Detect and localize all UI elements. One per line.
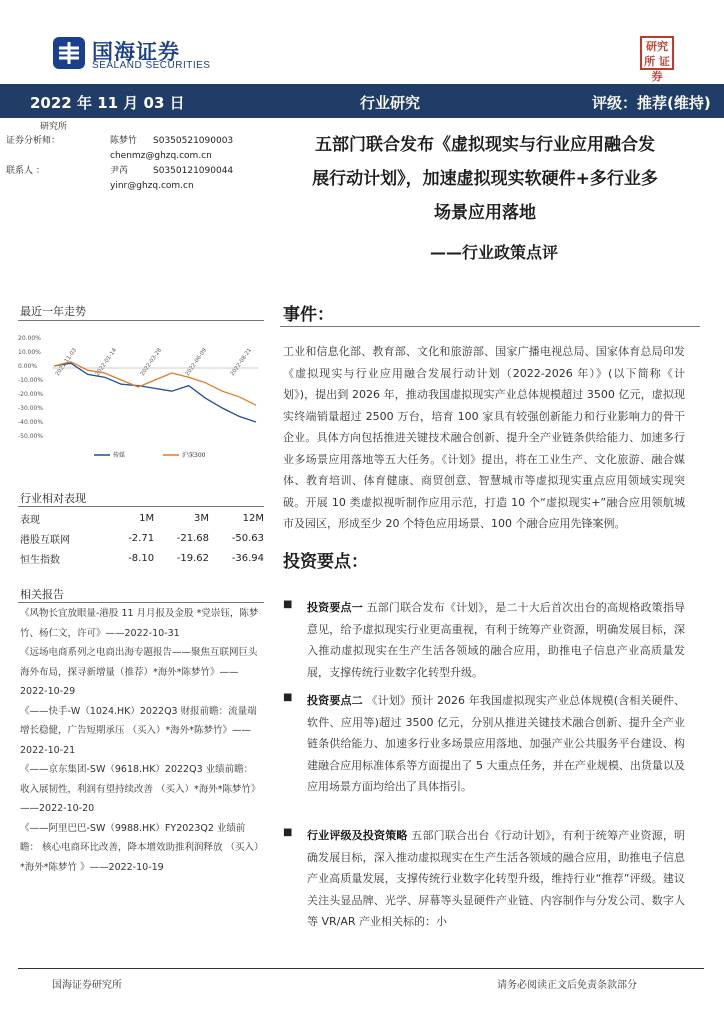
- y-tick: 10.00%: [18, 349, 41, 356]
- y-tick: -40.00%: [18, 419, 44, 426]
- contact-id: S0350121090044: [153, 166, 234, 176]
- table-cell: 恒生指数: [20, 554, 60, 566]
- point-text: [307, 597, 685, 683]
- contact-label: 联系人 ：: [6, 166, 45, 176]
- series-line-沪深300: [54, 362, 256, 405]
- x-tick: 2022-08-21: [229, 347, 253, 378]
- performance-table: [20, 508, 264, 568]
- y-axis-ticks: [18, 335, 43, 440]
- analyst-name: 陈梦竹: [110, 136, 138, 146]
- trend-heading: 最近一年走势: [20, 305, 86, 318]
- footer-left: 国海证券研究所: [52, 980, 122, 991]
- table-row: [20, 528, 264, 548]
- y-tick: -50.00%: [18, 433, 44, 440]
- y-tick: 20.00%: [18, 335, 41, 342]
- y-tick: -30.00%: [18, 405, 44, 412]
- related-report-item[interactable]: 《风物长宜放眼量-港股 11 月月报及金股 *党崇钰，陈梦竹、杨仁文，许可》——2022-10-31: [20, 608, 259, 639]
- brand-name-en: SEALAND SECURITIES: [92, 60, 211, 71]
- event-heading: 事件：: [283, 305, 334, 325]
- point-item: [283, 690, 685, 798]
- point-label: 投资要点一: [307, 601, 363, 614]
- legend-item: 沪深300: [182, 452, 206, 459]
- point-text: [307, 690, 685, 798]
- y-tick: -10.00%: [18, 377, 44, 384]
- title-line-1: 五部门联合发布《虚拟现实与行业应用融合发: [315, 135, 655, 155]
- report-rating: 评级：推荐(维持): [592, 94, 711, 112]
- analyst-id: S0350521090003: [153, 136, 234, 146]
- trend-chart: [18, 324, 264, 464]
- divider: [280, 326, 700, 327]
- x-tick: 2022-01-14: [94, 347, 118, 378]
- table-cell: -8.10: [128, 552, 155, 564]
- table-cell: -19.62: [176, 552, 210, 564]
- footer-divider: [18, 968, 704, 969]
- point-body: 五部门联合出台《行动计划》，有利于统筹产业资源，明确发展目标，深入推动虚拟现实在生产生活各领域的融合应用，助推电子信息产业高质量发展，支撑传统行业数字化转型升级，维持行业“推荐”评级。建议关注头显品牌、光学、屏幕等头显硬件产业链、内容制作与分发公司、数字人等 VR/AR 产业相关标的：小: [307, 829, 686, 928]
- footer-right: 请务必阅读正文后免责条款部分: [497, 980, 637, 991]
- point-label: 投资要点二: [307, 694, 363, 707]
- related-report-item[interactable]: 《——快手-W（1024.HK）2022Q3 财报前瞻：流量端增长稳健，广告短期承压 （买入）*海外*陈梦竹》——2022-10-21: [20, 705, 257, 756]
- research-seal-icon: 研究所 证券: [640, 36, 674, 70]
- legend-item: 传媒: [113, 452, 126, 459]
- logo-mark-icon: [52, 36, 86, 70]
- divider: [18, 506, 264, 507]
- point-text: [307, 825, 685, 933]
- y-tick: -20.00%: [18, 391, 44, 398]
- table-cell: -36.94: [231, 552, 264, 564]
- related-reports-list: [20, 604, 264, 877]
- report-date: 2022 年 11 月 03 日: [30, 94, 185, 112]
- divider: [18, 320, 264, 321]
- title-line-2: 展行动计划》，加速虚拟现实软硬件+多行业多: [312, 169, 658, 189]
- table-header: 1M: [139, 512, 155, 524]
- contact-email[interactable]: yinr@ghzq.com.cn: [110, 181, 194, 191]
- related-heading: 相关报告: [20, 588, 64, 601]
- brand-logo: [52, 36, 252, 76]
- related-report-item[interactable]: 《——京东集团-SW（9618.HK）2022Q3 业绩前瞻： 收入展韧性，利润有望持续改善 （买入）*海外*陈梦竹》——2022-10-20: [20, 764, 261, 814]
- related-report-item[interactable]: 《——阿里巴巴-SW（9988.HK）FY2023Q2 业绩前瞻： 核心电商环比改善，降本增效助推利润释放 （买入）*海外*陈梦竹 》——2022-10-19: [20, 822, 264, 873]
- section-label: 研究所: [40, 122, 68, 132]
- square-bullet-icon: ■: [283, 827, 293, 838]
- chart-series: [54, 362, 256, 422]
- table-header: 表现: [20, 514, 40, 526]
- x-tick: 2021-11-03: [54, 347, 78, 378]
- analyst-email[interactable]: chenmz@ghzq.com.cn: [110, 151, 212, 161]
- point-item: [283, 597, 685, 683]
- title-line-3: 场景应用落地: [434, 203, 536, 223]
- table-cell: 港股互联网: [20, 534, 70, 546]
- chart-legend: [94, 451, 206, 459]
- brand-name-cn: 国海证券: [92, 40, 180, 64]
- performance-heading: 行业相对表现: [20, 492, 86, 505]
- analyst-label: 证券分析师：: [6, 136, 61, 146]
- point-item: [283, 825, 685, 933]
- square-bullet-icon: ■: [283, 599, 293, 610]
- table-cell: -50.63: [231, 532, 264, 544]
- report-type: 行业研究: [360, 94, 421, 112]
- points-heading: 投资要点：: [283, 552, 368, 572]
- related-report-item[interactable]: 《远场电商系列之电商出海专题报告——聚焦互联网巨头海外布局，探寻新增量（推荐）*海外*陈梦竹》——2022-10-29: [20, 647, 258, 697]
- x-tick: 2022-03-28: [139, 347, 163, 378]
- x-tick: 2022-06-09: [184, 347, 208, 378]
- point-body: 《计划》预计 2026 年我国虚拟现实产业总体规模(含相关硬件、软件、应用等)超过 3500 亿元，分别从推进关键技术融合创新、提升全产业链条供给能力、加速多行业多场景应用落地、加强产业公共服务平台建设、构建融合应用标准体系等方面提出了 5 大重点任务，并在产业规模、出货量以及应用场景方面均给出了具体指引。: [307, 694, 685, 793]
- point-body: 五部门联合发布《计划》，是二十大后首次出台的高规格政策指导意见，给予虚拟现实行业更高重视，有利于统筹产业资源，明确发展目标，深入推动虚拟现实在生产生活各领域的融合应用，助推电子信息产业高质量发展，支撑传统行业数字化转型升级。: [307, 601, 686, 679]
- square-bullet-icon: ■: [283, 692, 293, 703]
- point-label: 行业评级及投资策略: [307, 829, 408, 842]
- table-row: [20, 548, 264, 568]
- contact-name: 尹芮: [110, 166, 129, 176]
- table-header: 3M: [194, 512, 210, 524]
- table-cell: -21.68: [176, 532, 210, 544]
- table-header-row: [20, 508, 264, 528]
- event-body: 工业和信息化部、教育部、文化和旅游部、国家广播电视总局、国家体育总局印发《虚拟现实与行业应用融合发展行动计划（2022-2026 年）》(以下简称《计划》)，提出到 2026 年，推动我国虚拟现实产业总体规模超过 3500 亿元，虚拟现实终端销量超过 2500 万台，培育 100 家具有较强创新能力和行业影响力的骨干企业。具体方向包括推进关键技术融合创新、提升全产业链条供给能力、加速多行业多场景应用落地等五大任务。《计划》提出，将在工业生产、文化旅游、融合媒体、教育培训、体育健康、商贸创意、智慧城市等虚拟现实重点应用领域实现突破。开展 10 类虚拟视听制作应用示范，打造 10 个“虚拟现实+”融合应用领航城市及园区，形成至少 20 个特色应用场景、100 个融合应用先锋案例。: [283, 345, 685, 530]
- y-tick: 0.00%: [18, 363, 38, 370]
- divider: [18, 602, 264, 603]
- table-cell: -2.71: [128, 532, 155, 544]
- report-subtitle: ——行业政策点评: [430, 243, 559, 262]
- table-header: 12M: [242, 512, 264, 524]
- report-title: [270, 128, 700, 230]
- header-banner: [0, 84, 724, 118]
